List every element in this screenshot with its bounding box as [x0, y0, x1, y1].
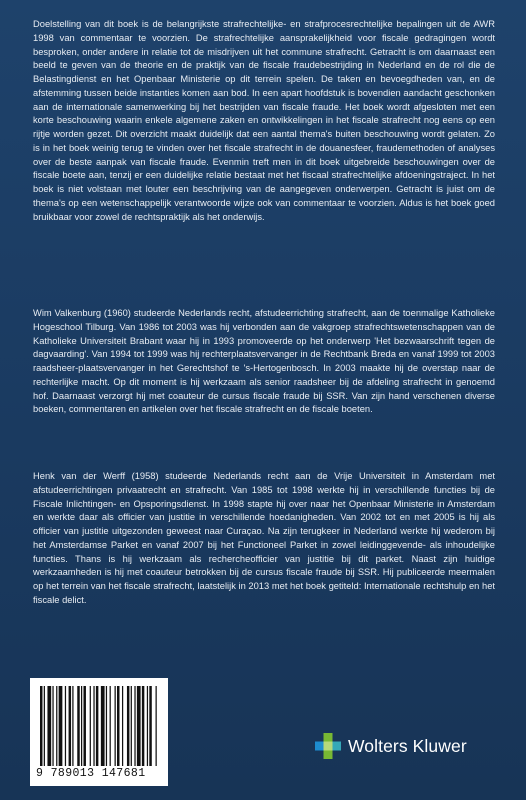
author-bio-van-der-werff: Henk van der Werff (1958) studeerde Nederlands recht aan de Vrije Universiteit in Amsterdam met afstudeerrichtingen privaatrecht en strafrecht. Van 1985 tot 1998 werkte hij in verschillende functies bij de Fiscale Inlichtingen- en Opsporingsdienst. In 1998 stapte hij over naar het Openbaar Ministerie in Amsterdam en werkte daar als officier van justitie in verschillende hoedanigheden. Van 2002 tot en met 2005 is hij als officier van justitie uitgezonden geweest naar Curaçao. Na zijn terugkeer in Nederland werkte hij wederom bij het Amsterdamse Parket en vanaf 2007 bij het Functioneel Parket in zowel leidinggevende- als inhoudelijke functies. Thans is hij werkzaam als rechercheofficier van justitie bij dit parket. Naast zijn huidige werkzaamheden is hij met coauteur betrokken bij de cursus fiscale fraude bij SSR. Hij publiceerde meermalen op het terrein van het fiscale strafrecht, laatstelijk in 2013 met het boek getiteld: Internationale rechtshulp en het fiscale delict.: [33, 471, 495, 605]
isbn-number: 9 789013 147681: [36, 767, 146, 780]
book-description: Doelstelling van dit boek is de belangrijkste strafrechtelijke- en strafprocesrechtelijke bepalingen uit de AWR 1998 van commentaar te voorzien. De strafrechtelijke aansprakelijkheid voor fiscale gedragingen wordt besproken, onder andere in relatie tot de misdrijven uit het commune strafrecht. Getracht is om daarnaast een beeld te geven van de theorie en de praktijk van de fiscale fraudebestrijding in Nederland en de rol die de Belastingdienst en het Openbaar Ministerie op dit terrein spelen. De taken en bevoegdheden van, en de afstemming tussen beide instanties komen aan bod. In een apart hoofdstuk is bovendien aandacht geschonken aan de internationale samenwerking bij het bestrijden van fiscale fraude. Het boek wordt afgesloten met een korte beschouwing waarin enkele algemene zaken en ontwikkelingen in het fiscale strafrecht nog eens op een rijtje worden gezet. Dit overzicht maakt duidelijk dat een aantal thema's buiten beschouwing wordt gelaten. Zo is in het boek weinig terug te vinden over het fiscale strafrecht in de douanesfeer, fraudemethoden of analyses over de beste aanpak van fiscale fraude. Evenmin treft men in dit boek uitgebreide beschouwingen over de fiscale boete aan, tenzij er een duidelijke relatie bestaat met het fiscaal strafrechtelijke afdoeningstraject. In het boek is niet volstaan met louter een beschrijving van de aangegeven onderwerpen. Getracht is juist om de thema's op een wetenschappelijk verantwoorde wijze ook van commentaar te voorzien. Aldus is het boek goed bruikbaar voor zowel de rechtspraktijk als het onderwijs.: [33, 19, 495, 222]
publisher-logo: [315, 731, 467, 761]
barcode-bars: [40, 686, 158, 766]
isbn-barcode: [30, 678, 168, 786]
author-bio-valkenburg: Wim Valkenburg (1960) studeerde Nederlands recht, afstudeerrichting strafrecht, aan de toenmalige Katholieke Hogeschool Tilburg. Van 1986 tot 2003 was hij verbonden aan de vakgroep strafrechtswetenschappen van de Katholieke Universiteit Brabant waar hij in 1993 promoveerde op het onderwerp 'Het bezwaarschrift tegen de dagvaarding'. Van 1994 tot 1999 was hij rechterplaatsvervanger in de Rechtbank Breda en vanaf 1999 tot 2003 raadsheer-plaatsvervanger in het Gerechtshof te 's-Hertogenbosch. In 2003 maakte hij de overstap naar de rechterlijke macht. Op dit moment is hij werkzaam als senior raadsheer bij de afdeling strafrecht in genoemd hof. Daarnaast verzorgt hij met coauteur de cursus fiscale fraude bij SSR. Van zijn hand verschenen diverse boeken, commentaren en artikelen over het fiscale strafrecht en de fiscale boeten.: [33, 308, 495, 415]
publisher-name: Wolters Kluwer: [348, 735, 467, 756]
wolters-kluwer-logo-icon: [315, 733, 341, 759]
